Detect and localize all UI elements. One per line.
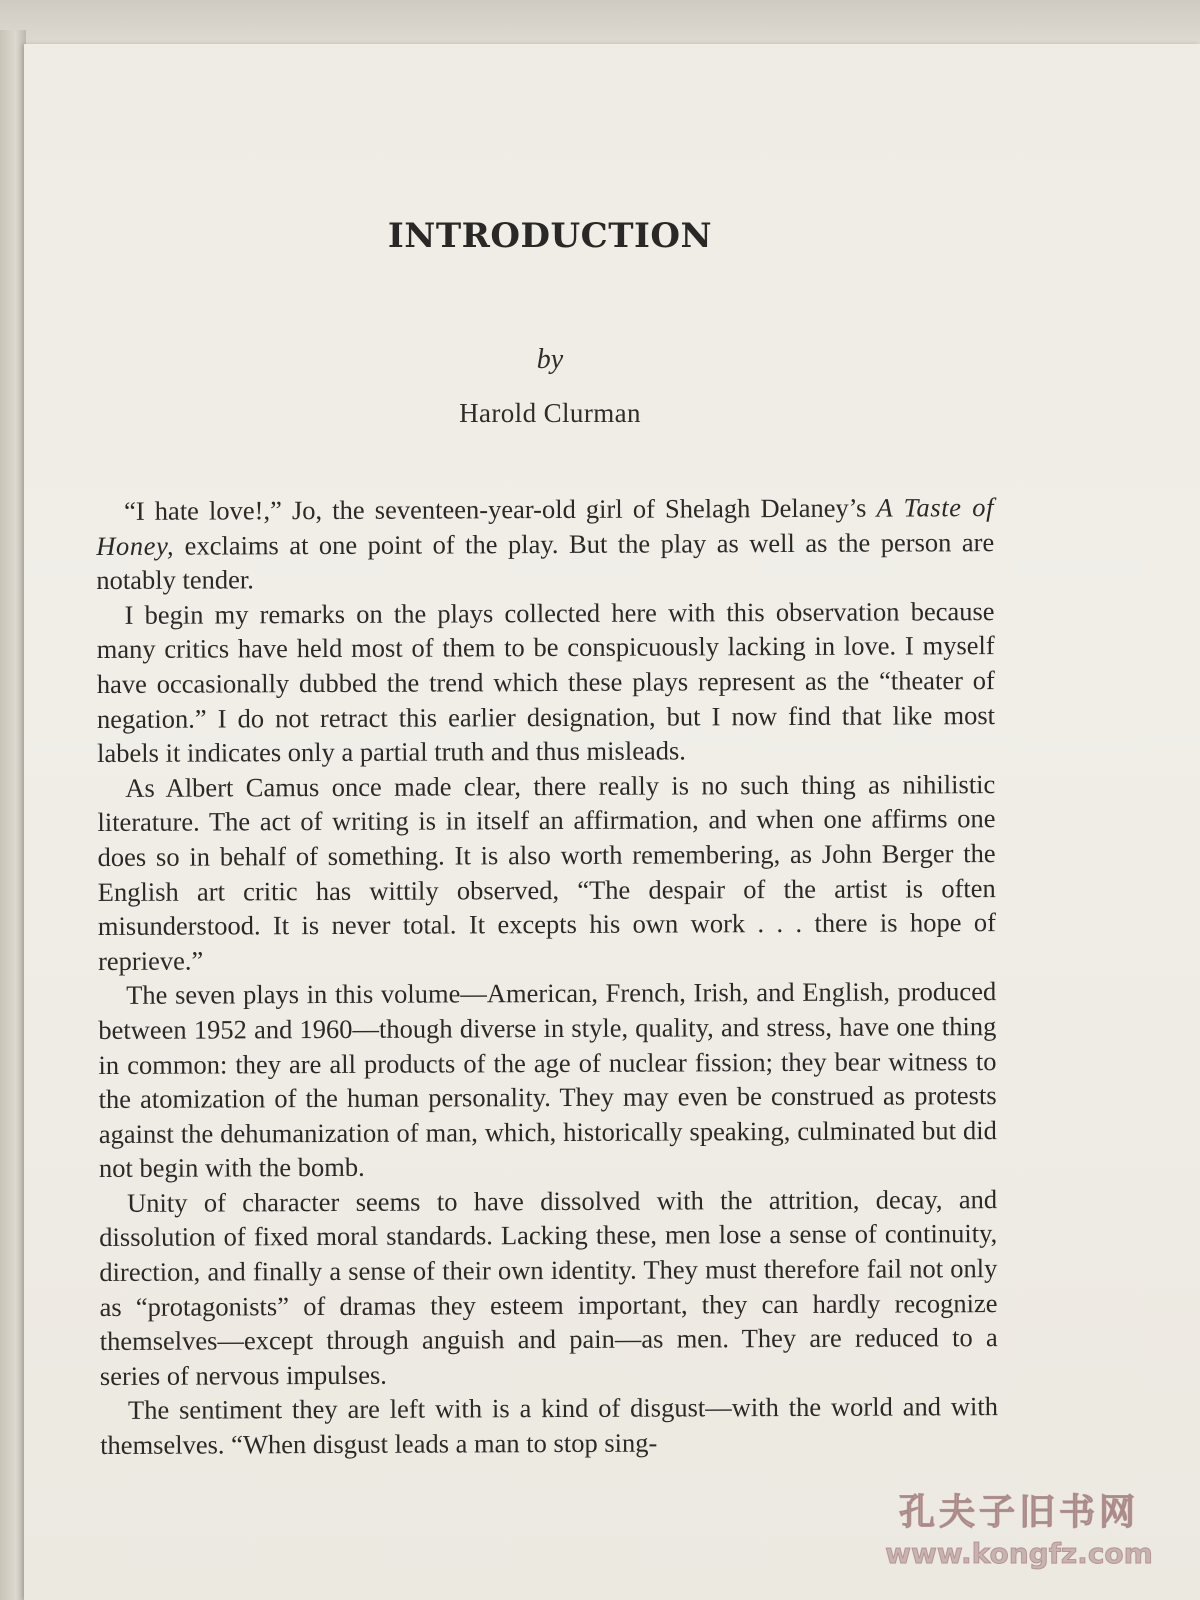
paragraph-2: I begin my remarks on the plays collected here with this observation because many critics have held most of them to be conspicuously lacking in love. I myself have occasionally dubbed the trend which these plays represent as the “theater of negation.” I do not retract this earlier designation, but I now find that like most labels it indicates only a partial truth and thus misleads. bbox=[96, 595, 996, 769]
paragraph-4: The seven plays in this volume—American, French, Irish, and English, produced between 1952 and 1960—though diverse in style, quality, and stress, have one thing in common: they are all products of the age of nuclear fission; they bear witness to the atomization of the human personality. They may even be construed as protests against the dehumanization of man, which, historically speaking, culminated but did not begin with the bomb. bbox=[98, 976, 997, 1184]
body-text bbox=[96, 490, 998, 1463]
watermark-chinese: 孔夫子旧书网 bbox=[898, 1492, 1139, 1533]
paragraph-1-lead: “I hate love!,” Jo, the seventeen-year-old girl of Shelagh Delaney’s bbox=[124, 492, 877, 526]
background-edge bbox=[0, 0, 1200, 44]
book-spine bbox=[0, 30, 26, 1600]
paragraph-1 bbox=[96, 490, 994, 598]
play-title: A Taste of Honey, bbox=[96, 492, 995, 561]
author-name: Harold Clurman bbox=[459, 398, 641, 428]
chapter-heading: INTRODUCTION bbox=[387, 216, 713, 256]
paragraph-3: As Albert Camus once made clear, there really is no such thing as nihilistic literature. The act of writing is in itself an affirmation, and when one affirms one does so in behalf of something. It is also worth remembering, as John Berger the English art critic has wittily observed, “The despair of the artist is often misunderstood. It is never total. It excepts his own work . . . there is hope of reprieve.” bbox=[97, 768, 996, 976]
paragraph-6: The sentiment they are left with is a kind of disgust—with the world and with themselves. “When disgust leads a man to stop sing- bbox=[100, 1391, 999, 1461]
paragraph-1-rest: exclaims at one point of the play. But the play as well as the person are notably tender. bbox=[96, 526, 995, 596]
byline: by bbox=[536, 344, 564, 375]
watermark bbox=[874, 1484, 1164, 1570]
watermark-url: www.kongfz.com bbox=[885, 1537, 1153, 1570]
paragraph-5: Unity of character seems to have dissolved with the attrition, decay, and dissolution of fixed moral standards. Lacking these, men lose a sense of continuity, direction, and finally a sense of their own identity. They must therefore fail not only as “protagonists” of dramas they esteem important, they can hardly recognize themselves—except through anguish and pain—as men. They are reduced to a series of nervous impulses. bbox=[99, 1183, 998, 1391]
